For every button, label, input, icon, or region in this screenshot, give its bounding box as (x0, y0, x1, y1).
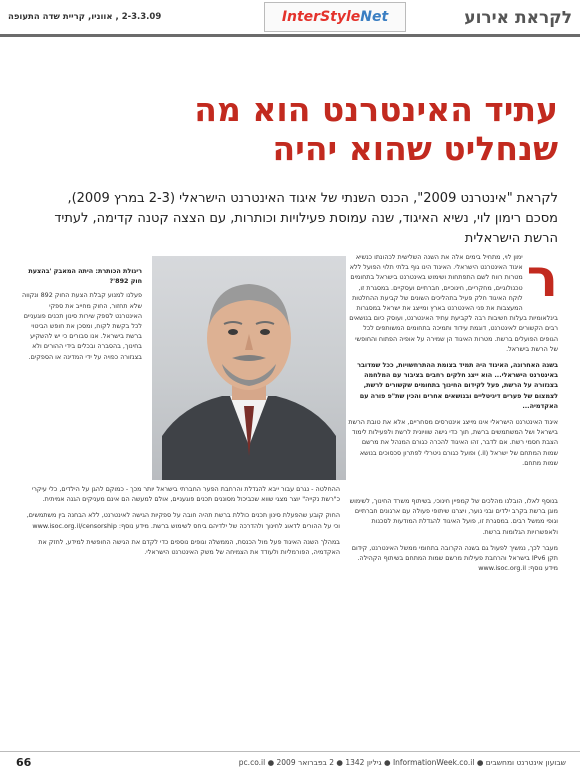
headline-line-1: עתיד האינטרנט הוא מה (194, 90, 558, 129)
lower-left-column (22, 484, 340, 563)
portrait-photo (152, 256, 346, 480)
body-paragraph-6: בנוסף לאלו, הובלנו מהלכים של קמפיין חינוכי, בשיתוף משרד החינוך, לשימוש מוגן ברשת בקרב ילדים ובני נוער, ויצרנו שיתופי פעולה עם ארגונים חברתיים וגופי ממשל רבים. במסגרת זו, פועל האיגוד להגדלת המודעות לסכנות ולאפשרויות הגלומות ברשת. (349, 497, 558, 536)
article-subtitle: לקראת "אינטרנט 2009", הכנס השנתי של איגוד האינטרנט הישראלי (2-3 במרץ 2009), מסכם רימון לוי, נשיא האיגוד, שנה עמוסת פעילויות וכותרות, עם הצצה קטנה קדימה, לעתיד הרשת הישראלית (54, 191, 558, 246)
interview-question: ריגולת הכותרת: היתה המאבק 'בהצעת חוק 892'? (28, 267, 142, 286)
page-number: 66 (16, 756, 32, 769)
article-headline (18, 90, 558, 168)
section-label: לקראת אירוע (464, 8, 572, 28)
event-info: 2-3.3.09 , אווניו, קריית שדה התעופה (8, 12, 162, 22)
page-footer (0, 751, 580, 774)
lower-right-column (348, 346, 558, 579)
interview-question-column (22, 266, 142, 362)
drop-cap-letter: ר (526, 249, 558, 309)
portrait-illustration (152, 256, 346, 480)
body-paragraph-7: מעבר לכך, נמשיך לפעול גם בשנה הקרובה בתחומי ממשל האינטרנט, קידום תקן IPv6 בישראל והרחבת פעילות מרשם שמות המתחם בשיתוף הקהילה. מידע נוסף: www.isoc.org.il (351, 543, 558, 573)
body-paragraph-4: החוק קובע שהפעלת סינון תכנים כוללת ברשת תהיה חובה על ספקיות הגישה לאינטרנט, ללא הבחנה בין משתמשים, וכי על ההורים לדאוג לחינוך ולהדרכה של ילדיהם ביחס לשימוש ברשת. מידע נוסף: www.isoc.org.il/censorship (26, 511, 340, 530)
interstylenet-logo (264, 2, 406, 32)
page-header (0, 0, 580, 37)
body-paragraph-3: ההחלטה - נגרם עבור ייבא להגדלת והרחבת הפער החברתי בישראל יותר מכך - כמוקם להגן על הילדים, כלי עיקרי כ"רשת נקייה" יוצר מצגי שווא שכביכול מסוננים תכנים פוגעניים, אולם למעשה הם אינם מעניקים הגנה אמיתית. (31, 485, 340, 504)
body-paragraph-2: איגוד האינטרנט הישראלי אינו מייצג אינטרסים מסחריים, אלא את טובת הרשת בישראל ושל המשתמשים ברשת, תוך כדי גישה שוויונית לרשת ולפעילות לימוד הצבת חסמי רשת. אם לדבר, זהו האיגוד להכרה כגורם המנהל את מרשם שמות המתחם של ישראל (il.) ופועל כגורם ניטרלי לפתרון סכסוכים בנושא שמות מתחם. (348, 418, 558, 467)
headline-line-2: שנחליט שהוא יהיה (272, 129, 558, 168)
body-paragraph-1: ימון לוי, מתחיל בימים אלה את השנה השלישית לכהונתו כנשיא איגוד האינטרנט הישראלי. האיגוד הינו גוף בלתי תלוי הפועל ללא מטרות רווח לשם התפתחות ושימוש באינטרנט בישראל בתחומים טכנולוגיים, מחקריים, חינוכיים, חברתיים ועסקיים. במסגרת זו, לוקח האיגוד חלק פעיל בתהליכים השונים של קביעת ההחלטות המעצבות את פני האינטרנט בארץ ומייצג את ישראל במסגרות בינלאומיות בעלות חשיבות רבה לקביעת עתיד האינטרנט, ועוסק כיום בנושאים רבים הקשורים לאינטרנט, דוגמת עידוד ותמיכה בתחומים המשותפים לכל הגופים הפועלים ברשת. מטרות האיגוד הן שמירה על אופיה הפתוח והחופשי של הרשת בישראל. (349, 253, 558, 353)
logo-text-part1: InterStyle (281, 9, 361, 25)
lead-paragraph: בשנה האחרונה, האיגוד היה תמיד בצומת ההתרחשויות, ככל שמדובר באינטרנט הישראלי... הוא ייצג חלקים רחבים בציבור עם המלחמה בצנזורה על הרשת, פעל לקידום החינוך בתחומים שקשורים לרשת, לצמצום של פערים דיגיטליים ובנושאים אחרים והכין שת"פ פורה עם האקדמיה... (357, 361, 558, 410)
footer-publication-info: שבועון אינטרנט ומחשבים ● InformationWeek.co.il ● גיליון 1342 ● 2 בפברואר 2009 ● pc.co.il (238, 758, 566, 767)
body-paragraph-5: במהלך השנה האיגוד פעל מול הכנסת, הממשלה וגופים נוספים כדי לקדם את הגישה החופשית למידע, לחזק את האקדמיה, הפורמליות ולעודד את הצמיחה של משק האינטרנט הישראלי. (38, 537, 340, 557)
interview-answer: פעלנו למנוע קבלת הצעת החוק 892 ונקווה שלא תחזור, החוק מחייב את ספקי האינטרנט לספק שירות סינון תכנים פוגעניים לכל בקשת לקוח, ומסכן את חופש הביטוי ברשת בישראל. אנו סבורים כי יש להשקיע בחינוך, בהסברה ובכלים בידי ההורים ולא בצנזורה כפויה על ידי המדינה או הספקים. (22, 291, 142, 361)
logo-text-part2: Net (360, 9, 389, 25)
